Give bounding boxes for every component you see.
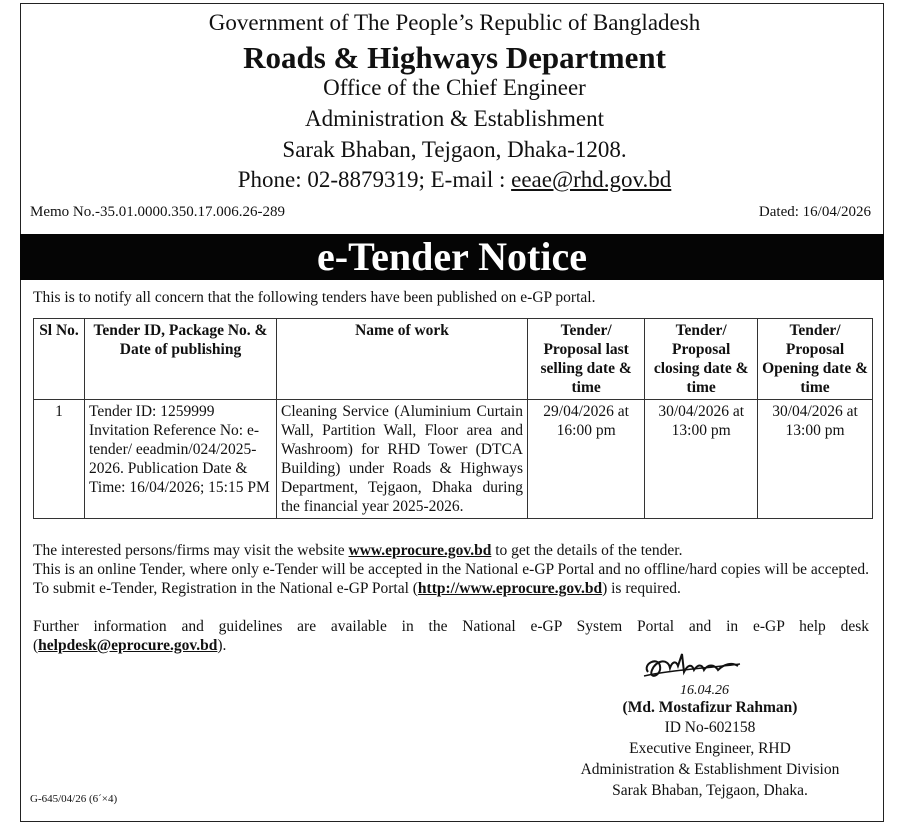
footer-code: G-645/04/26 (6´×4) <box>30 793 118 805</box>
govt-line: Government of The People’s Republic of Bangladesh <box>208 10 701 35</box>
signatory-division: Administration & Establishment Division <box>580 761 840 778</box>
col-selling-date: Tender/ Proposal last selling date & time <box>528 319 645 400</box>
helpdesk-text: Further information and guidelines are available in the National e-GP System Portal and in e-GP help desk ( <box>33 618 869 654</box>
online-tender-text: This is an online Tender, where only e-Tender will be accepted in the National e-GP Portal and no offline/hard copies will be accepted. To submit e-Tender, Registration in the National e-GP Portal ( <box>33 561 869 597</box>
memo-date: Dated: 16/04/2026 <box>758 204 871 220</box>
address-line: Sarak Bhaban, Tejgaon, Dhaka-1208. <box>282 137 627 162</box>
tender-table <box>33 318 873 519</box>
section-line: Administration & Establishment <box>305 106 604 131</box>
signatory-id: ID No-602158 <box>664 719 756 736</box>
website-paragraph <box>33 541 869 560</box>
online-tender-paragraph <box>33 560 869 598</box>
contact-line <box>0 167 909 193</box>
col-opening-date: Tender/ Proposal Opening date & time <box>758 319 873 400</box>
signature-graphic <box>640 650 780 698</box>
signatory-designation: Executive Engineer, RHD <box>629 740 791 757</box>
col-tender-id: Tender ID, Package No. & Date of publishing <box>85 319 277 400</box>
cell-sl: 1 <box>34 400 85 519</box>
office-line: Office of the Chief Engineer <box>323 75 586 100</box>
email-link[interactable]: eeae@rhd.gov.bd <box>511 167 672 192</box>
department-title: Roads & Highways Department <box>243 40 666 75</box>
website-text: The interested persons/firms may visit the website <box>33 542 349 559</box>
cell-opening-date: 30/04/2026 at 13:00 pm <box>758 400 873 519</box>
helpdesk-text-end: ). <box>217 637 227 654</box>
table-header-row <box>34 319 873 400</box>
cell-tender-id: Tender ID: 1259999 Invitation Reference No: e-tender/ eeadmin/024/2025-2026. Publication Date & Time: 16/04/2026; 15:15 PM <box>85 400 277 519</box>
portal-link[interactable]: http://www.eprocure.gov.bd <box>417 580 603 597</box>
cell-selling-date: 29/04/2026 at 16:00 pm <box>528 400 645 519</box>
notice-title: e-Tender Notice <box>20 234 884 280</box>
helpdesk-email-link[interactable]: helpdesk@eprocure.gov.bd <box>38 637 218 654</box>
table-row <box>34 400 873 519</box>
intro-text: This is to notify all concern that the following tenders have been published on e-GP portal. <box>33 289 596 306</box>
website-text-end: to get the details of the tender. <box>491 542 683 559</box>
memo-number: Memo No.-35.01.0000.350.17.006.26-289 <box>30 204 285 220</box>
website-link[interactable]: www.eprocure.gov.bd <box>348 542 492 559</box>
col-name-of-work: Name of work <box>277 319 528 400</box>
signatory-name: (Md. Mostafizur Rahman) <box>622 699 798 716</box>
phone-text: Phone: 02-8879319; E-mail : <box>237 167 512 192</box>
online-tender-text-end: ) is required. <box>602 580 681 597</box>
signature-date: 16.04.26 <box>680 683 729 698</box>
signatory-address: Sarak Bhaban, Tejgaon, Dhaka. <box>612 782 808 799</box>
cell-closing-date: 30/04/2026 at 13:00 pm <box>645 400 758 519</box>
col-closing-date: Tender/ Proposal closing date & time <box>645 319 758 400</box>
cell-name-of-work: Cleaning Service (Aluminium Curtain Wall, Partition Wall, Floor area and Washroom) for RHD Tower (DTCA Building) under Roads & Highways Department, Tejgaon, Dhaka during the financial year 2025-2026. <box>277 400 528 519</box>
col-sl: Sl No. <box>34 319 85 400</box>
